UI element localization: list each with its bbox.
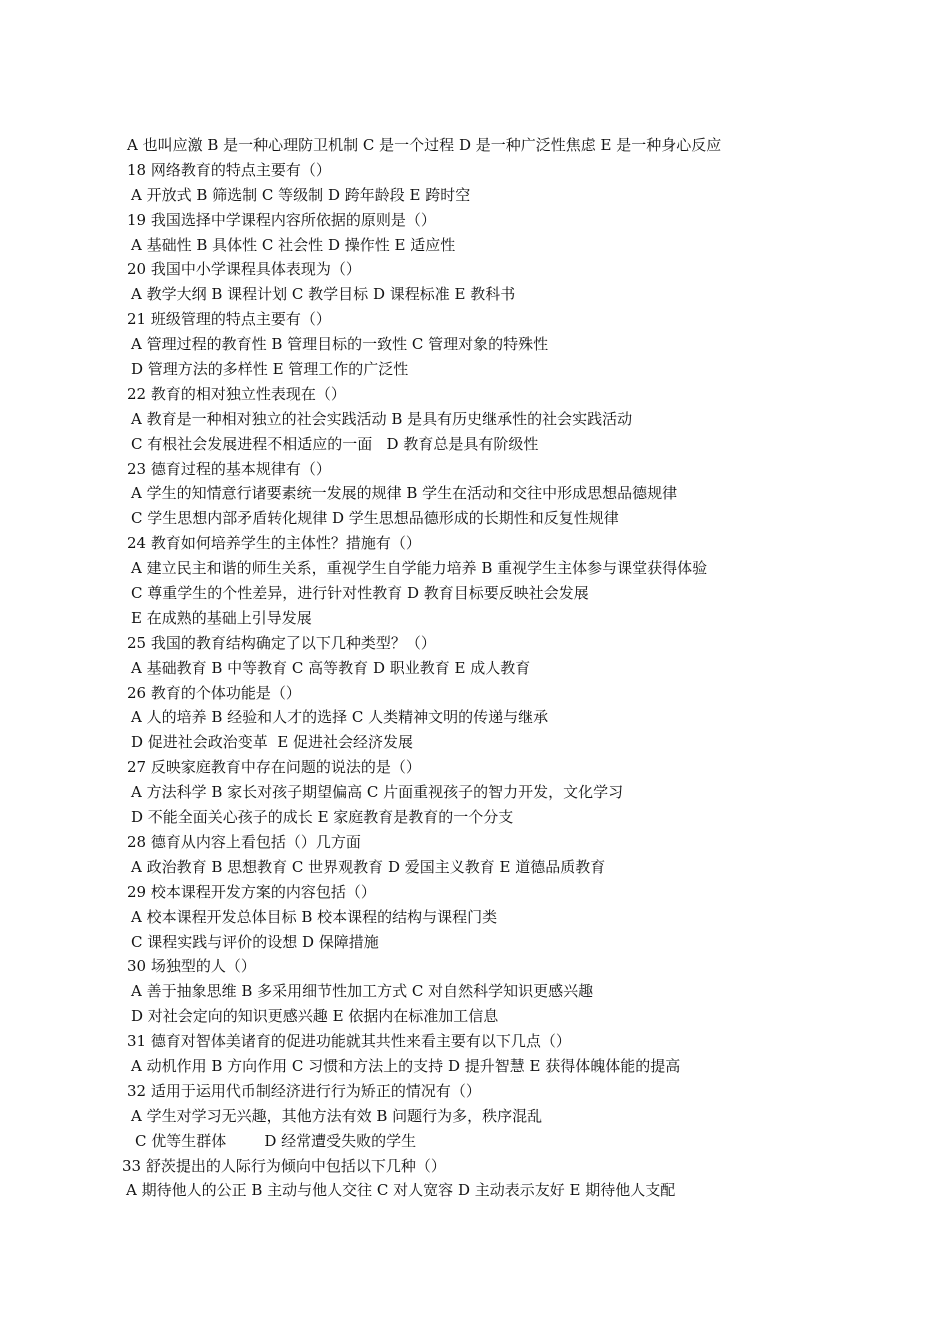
options-line: D 不能全面关心孩子的成长 E 家庭教育是教育的一个分支 [131, 808, 514, 827]
question-line: 28 德育从内容上看包括（）几方面 [127, 832, 361, 851]
options-line: E 在成熟的基础上引导发展 [131, 608, 312, 627]
document-body [120, 133, 820, 1203]
options-line: A 善于抽象思维 B 多采用细节性加工方式 C 对自然科学知识更感兴趣 [131, 982, 594, 1001]
question-line: 18 网络教育的特点主要有（） [127, 160, 331, 179]
options-line: A 方法科学 B 家长对孩子期望偏高 C 片面重视孩子的智力开发，文化学习 [131, 783, 624, 802]
question-line: 19 我国选择中学课程内容所依据的原则是（） [127, 210, 436, 229]
options-line: C 学生思想内部矛盾转化规律 D 学生思想品德形成的长期性和反复性规律 [131, 509, 619, 528]
options-line: A 学生对学习无兴趣，其他方法有效 B 问题行为多，秩序混乱 [131, 1106, 543, 1125]
options-line: A 建立民主和谐的师生关系，重视学生自学能力培养 B 重视学生主体参与课堂获得体验 [131, 559, 708, 578]
options-line: D 促进社会政治变革 E 促进社会经济发展 [131, 733, 414, 752]
options-line: C 优等生群体 D 经常遭受失败的学生 [135, 1131, 417, 1150]
question-line: 24 教育如何培养学生的主体性？措施有（） [127, 534, 421, 553]
options-line: A 期待他人的公正 B 主动与他人交往 C 对人宽容 D 主动表示友好 E 期待他人支配 [126, 1181, 676, 1200]
options-line: C 有根社会发展进程不相适应的一面 D 教育总是具有阶级性 [131, 434, 539, 453]
options-line: A 政治教育 B 思想教育 C 世界观教育 D 爱国主义教育 E 道德品质教育 [131, 857, 606, 876]
options-line: A 基础性 B 具体性 C 社会性 D 操作性 E 适应性 [131, 235, 456, 254]
question-line: 33 舒茨提出的人际行为倾向中包括以下几种（） [122, 1156, 446, 1175]
options-line: A 动机作用 B 方向作用 C 习惯和方法上的支持 D 提升智慧 E 获得体魄体能的提高 [131, 1056, 681, 1075]
question-line: 27 反映家庭教育中存在问题的说法的是（） [127, 758, 421, 777]
options-line: A 校本课程开发总体目标 B 校本课程的结构与课程门类 [131, 907, 498, 926]
options-line: A 开放式 B 筛选制 C 等级制 D 跨年龄段 E 跨时空 [131, 185, 471, 204]
question-line: 31 德育对智体美诸育的促进功能就其共性来看主要有以下几点（） [127, 1032, 571, 1051]
options-line: C 课程实践与评价的设想 D 保障措施 [131, 932, 379, 951]
options-line: A 基础教育 B 中等教育 C 高等教育 D 职业教育 E 成人教育 [131, 658, 531, 677]
options-line: A 管理过程的教育性 B 管理目标的一致性 C 管理对象的特殊性 [131, 335, 549, 354]
question-line: 22 教育的相对独立性表现在（） [127, 384, 346, 403]
question-line: 30 场独型的人（） [127, 957, 256, 976]
options-line: D 对社会定向的知识更感兴趣 E 依据内在标准加工信息 [131, 1007, 499, 1026]
text-line: A 也叫应激 B 是一种心理防卫机制 C 是一个过程 D 是一种广泛性焦虑 E 是一种身心反应 [127, 136, 722, 154]
question-line: 29 校本课程开发方案的内容包括（） [127, 882, 376, 901]
options-line: A 学生的知情意行诸要素统一发展的规律 B 学生在活动和交往中形成思想品德规律 [131, 484, 678, 503]
question-line: 23 德育过程的基本规律有（） [127, 459, 331, 478]
options-line: A 教育是一种相对独立的社会实践活动 B 是具有历史继承性的社会实践活动 [131, 409, 633, 428]
question-line: 21 班级管理的特点主要有（） [127, 310, 331, 329]
options-line: C 尊重学生的个性差异，进行针对性教育 D 教育目标要反映社会发展 [131, 584, 589, 603]
options-line: A 教学大纲 B 课程计划 C 教学目标 D 课程标准 E 教科书 [131, 285, 516, 304]
question-line: 20 我国中小学课程具体表现为（） [127, 260, 361, 279]
question-line: 25 我国的教育结构确定了以下几种类型？（） [127, 633, 436, 652]
options-line: D 管理方法的多样性 E 管理工作的广泛性 [131, 360, 409, 379]
question-line: 26 教育的个体功能是（） [127, 683, 301, 702]
options-line: A 人的培养 B 经验和人才的选择 C 人类精神文明的传递与继承 [131, 708, 549, 727]
question-line: 32 适用于运用代币制经济进行行为矫正的情况有（） [127, 1081, 481, 1100]
